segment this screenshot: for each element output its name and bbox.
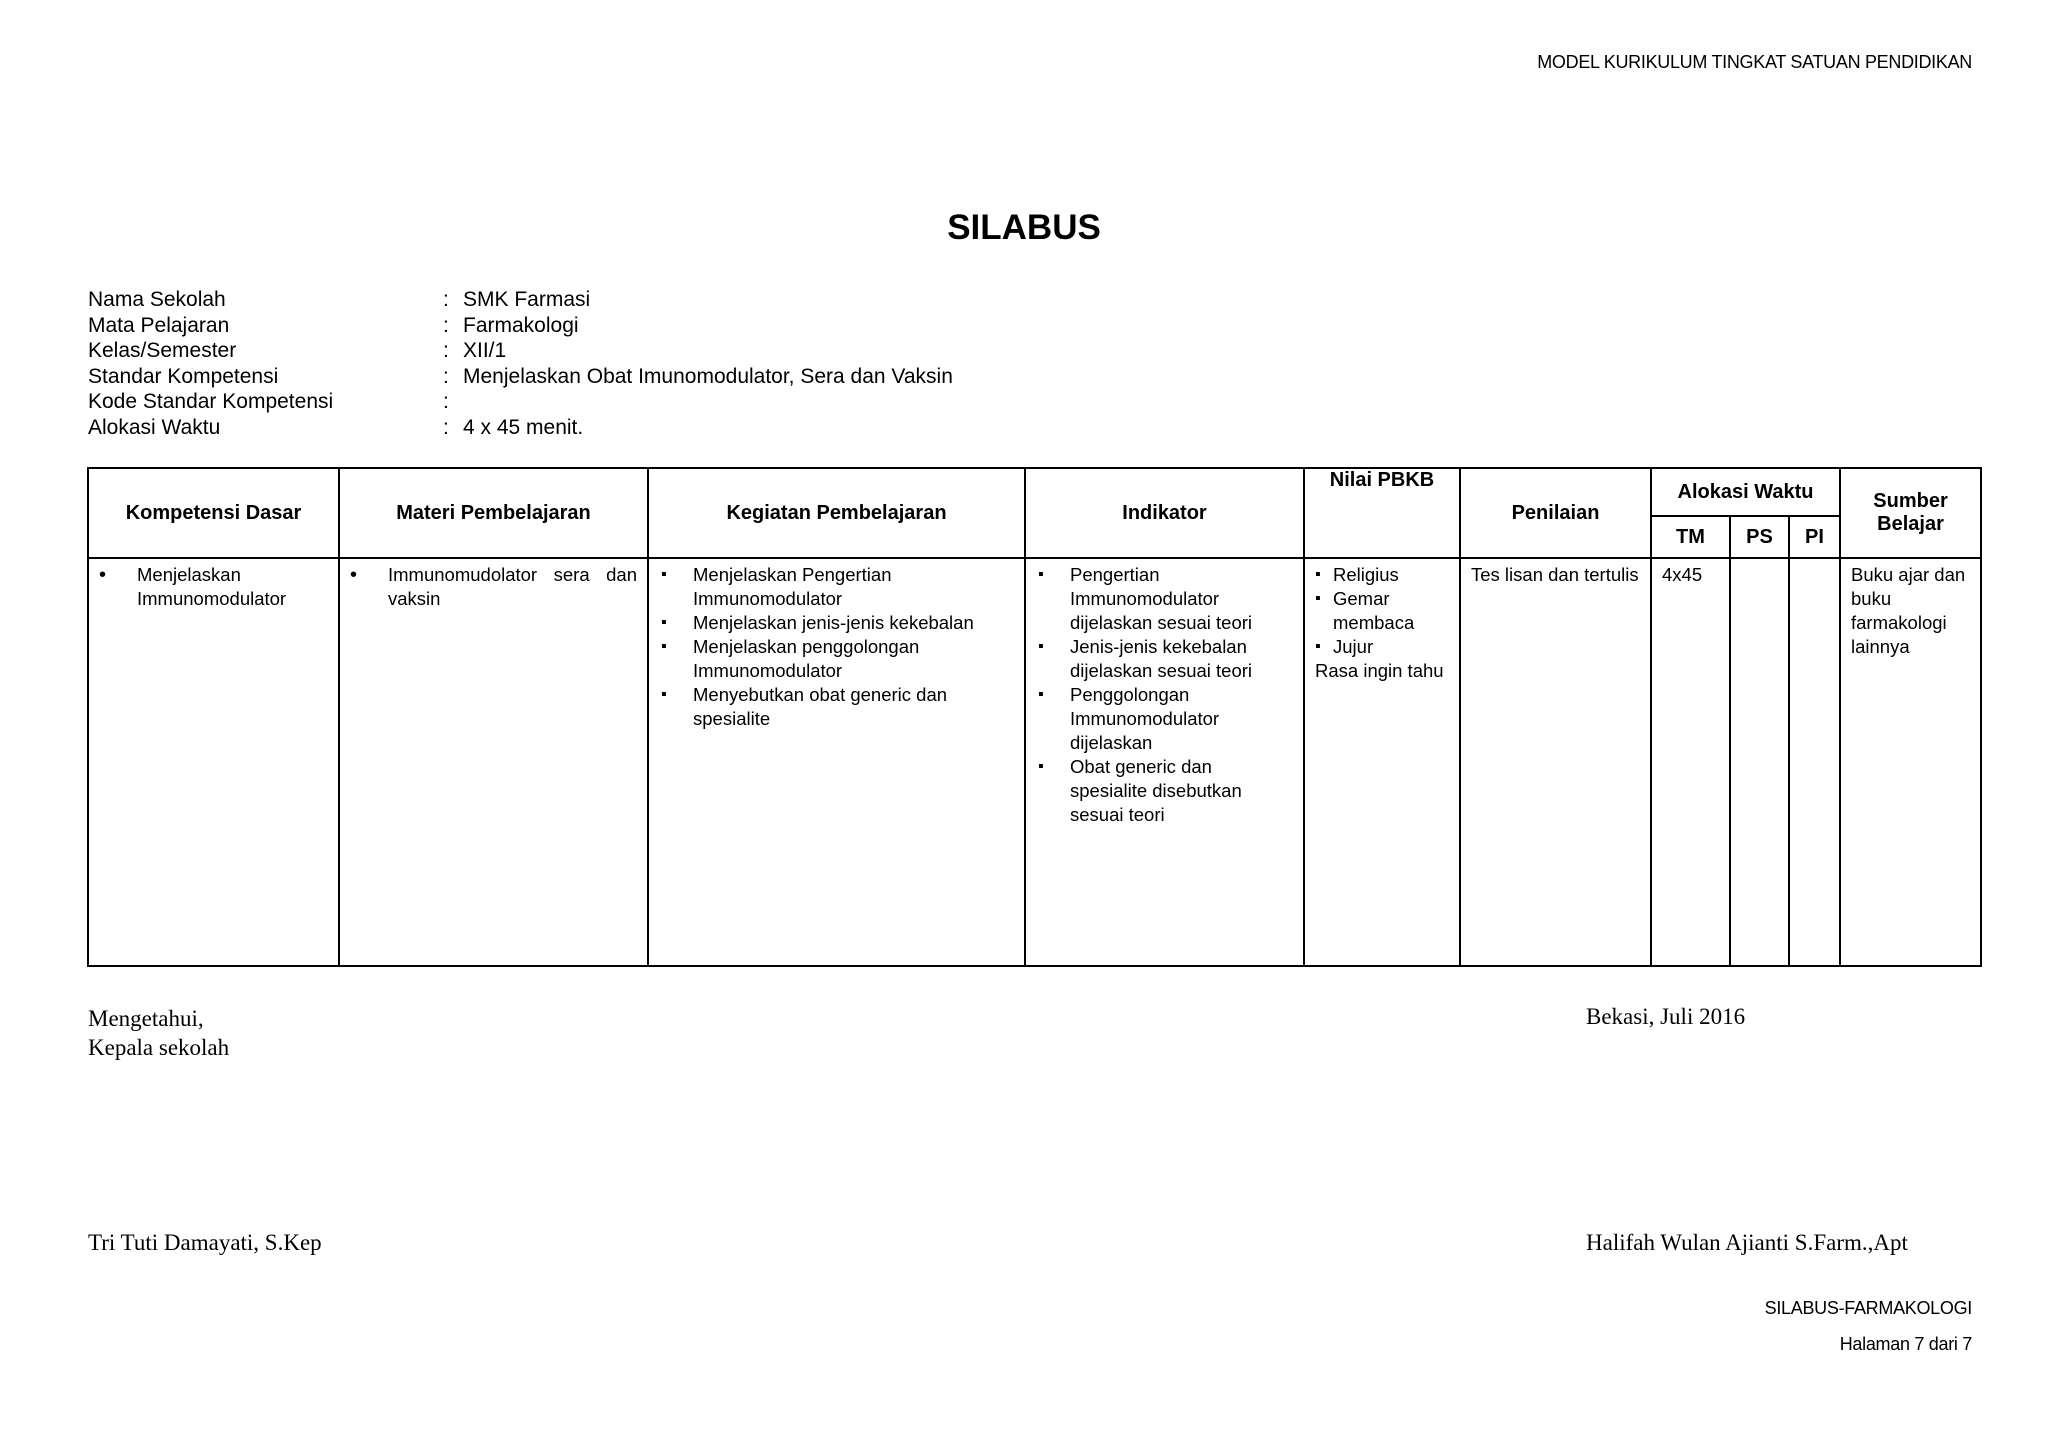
header-kegiatan-pembelajaran: Kegiatan Pembelajaran [648, 468, 1025, 558]
header-materi-pembelajaran: Materi Pembelajaran [339, 468, 648, 558]
header-nilai-pbkb: Nilai PBKB [1304, 468, 1460, 558]
list-item: ▪ Jujur [1315, 635, 1449, 659]
header-alokasi-waktu: Alokasi Waktu [1651, 468, 1840, 516]
syllabus-table [87, 467, 1982, 967]
header-kompetensi-dasar: Kompetensi Dasar [88, 468, 339, 558]
list-item: ▪ Gemar membaca [1315, 587, 1449, 635]
info-row-kode-standar-kompetensi: Kode Standar Kompetensi : [88, 389, 953, 415]
syllabus-info [88, 287, 953, 440]
list-item: ▪ Penggolongan Immunomodulator dijelaskan [1036, 683, 1293, 755]
header-pi: PI [1789, 516, 1840, 558]
document-name: SILABUS-FARMAKOLOGI [1764, 1298, 1972, 1318]
list-item: ▪ Menjelaskan jenis-jenis kekebalan [659, 611, 1014, 635]
cell-indikator [1025, 558, 1304, 966]
approval-label: Mengetahui, [88, 1006, 204, 1031]
info-label: Standar Kompetensi [88, 364, 279, 388]
place-date: Bekasi, Juli 2016 [1586, 1004, 1746, 1029]
cell-kegiatan-pembelajaran [648, 558, 1025, 966]
info-label: Kelas/Semester [88, 339, 237, 362]
info-row-standar-kompetensi: Standar Kompetensi : Menjelaskan Obat Imunomodulator, Sera dan Vaksin [88, 364, 953, 388]
info-row-kelas-semester: Kelas/Semester : XII/1 [88, 339, 507, 362]
cell-pi [1789, 558, 1840, 966]
curriculum-model-header: MODEL KURIKULUM TINGKAT SATUAN PENDIDIKAN [1537, 52, 1972, 72]
info-row-nama-sekolah: Nama Sekolah : SMK Farmasi [88, 288, 591, 311]
header-sumber-belajar: Sumber Belajar [1840, 468, 1981, 558]
list-item: ▪ Religius [1315, 563, 1449, 587]
cell-ps [1730, 558, 1789, 966]
list-item: ▪ Jenis-jenis kekebalan dijelaskan sesuai teori [1036, 635, 1293, 683]
table-header-row [88, 468, 1981, 516]
cell-tm: 4x45 [1651, 558, 1730, 966]
page-title: SILABUS [947, 208, 1101, 247]
cell-nilai-pbkb [1304, 558, 1460, 966]
info-label: Mata Pelajaran [88, 313, 230, 337]
principal-name: Tri Tuti Damayati, S.Kep [88, 1230, 322, 1255]
info-label: Nama Sekolah [88, 288, 226, 311]
list-item: ▪ Menyebutkan obat generic dan spesialite [659, 683, 1014, 731]
cell-materi-pembelajaran [339, 558, 648, 966]
header-indikator: Indikator [1025, 468, 1304, 558]
info-value: 4 x 45 menit. [463, 415, 584, 439]
list-item: ▪ Menjelaskan penggolongan Immunomodulator [659, 635, 1014, 683]
approval-block [88, 1004, 229, 1062]
info-row-alokasi-waktu: Alokasi Waktu : 4 x 45 menit. [88, 415, 584, 439]
header-penilaian: Penilaian [1460, 468, 1651, 558]
cell-sumber-belajar: Buku ajar dan buku farmakologi lainnya [1840, 558, 1981, 966]
info-value: Menjelaskan Obat Imunomodulator, Sera dan Vaksin [463, 364, 953, 388]
list-item: ▪ Obat generic dan spesialite disebutkan sesuai teori [1036, 755, 1293, 827]
info-label: Kode Standar Kompetensi [88, 390, 334, 413]
list-item: • Immunomudolator sera dan vaksin [350, 563, 637, 611]
cell-kompetensi-dasar [88, 558, 339, 966]
header-tm: TM [1651, 516, 1730, 558]
table-row [88, 558, 1981, 966]
list-item: ▪ Pengertian Immunomodulator dijelaskan sesuai teori [1036, 563, 1293, 635]
approval-role: Kepala sekolah [88, 1035, 230, 1060]
info-label: Alokasi Waktu [88, 415, 221, 439]
cell-penilaian: Tes lisan dan tertulis [1460, 558, 1651, 966]
page-number: Halaman 7 dari 7 [1839, 1334, 1972, 1354]
info-value: Farmakologi [463, 313, 579, 337]
info-value [457, 389, 463, 415]
header-ps: PS [1730, 516, 1789, 558]
info-value: XII/1 [463, 339, 507, 362]
info-row-mata-pelajaran: Mata Pelajaran : Farmakologi [88, 313, 579, 337]
teacher-name: Halifah Wulan Ajianti S.Farm.,Apt [1586, 1230, 1908, 1255]
list-item: • Menjelaskan Immunomodulator [99, 563, 328, 611]
nilai-extra-text: Rasa ingin tahu [1315, 660, 1444, 681]
list-item: ▪ Menjelaskan Pengertian Immunomodulator [659, 563, 1014, 611]
info-value: SMK Farmasi [463, 288, 591, 311]
